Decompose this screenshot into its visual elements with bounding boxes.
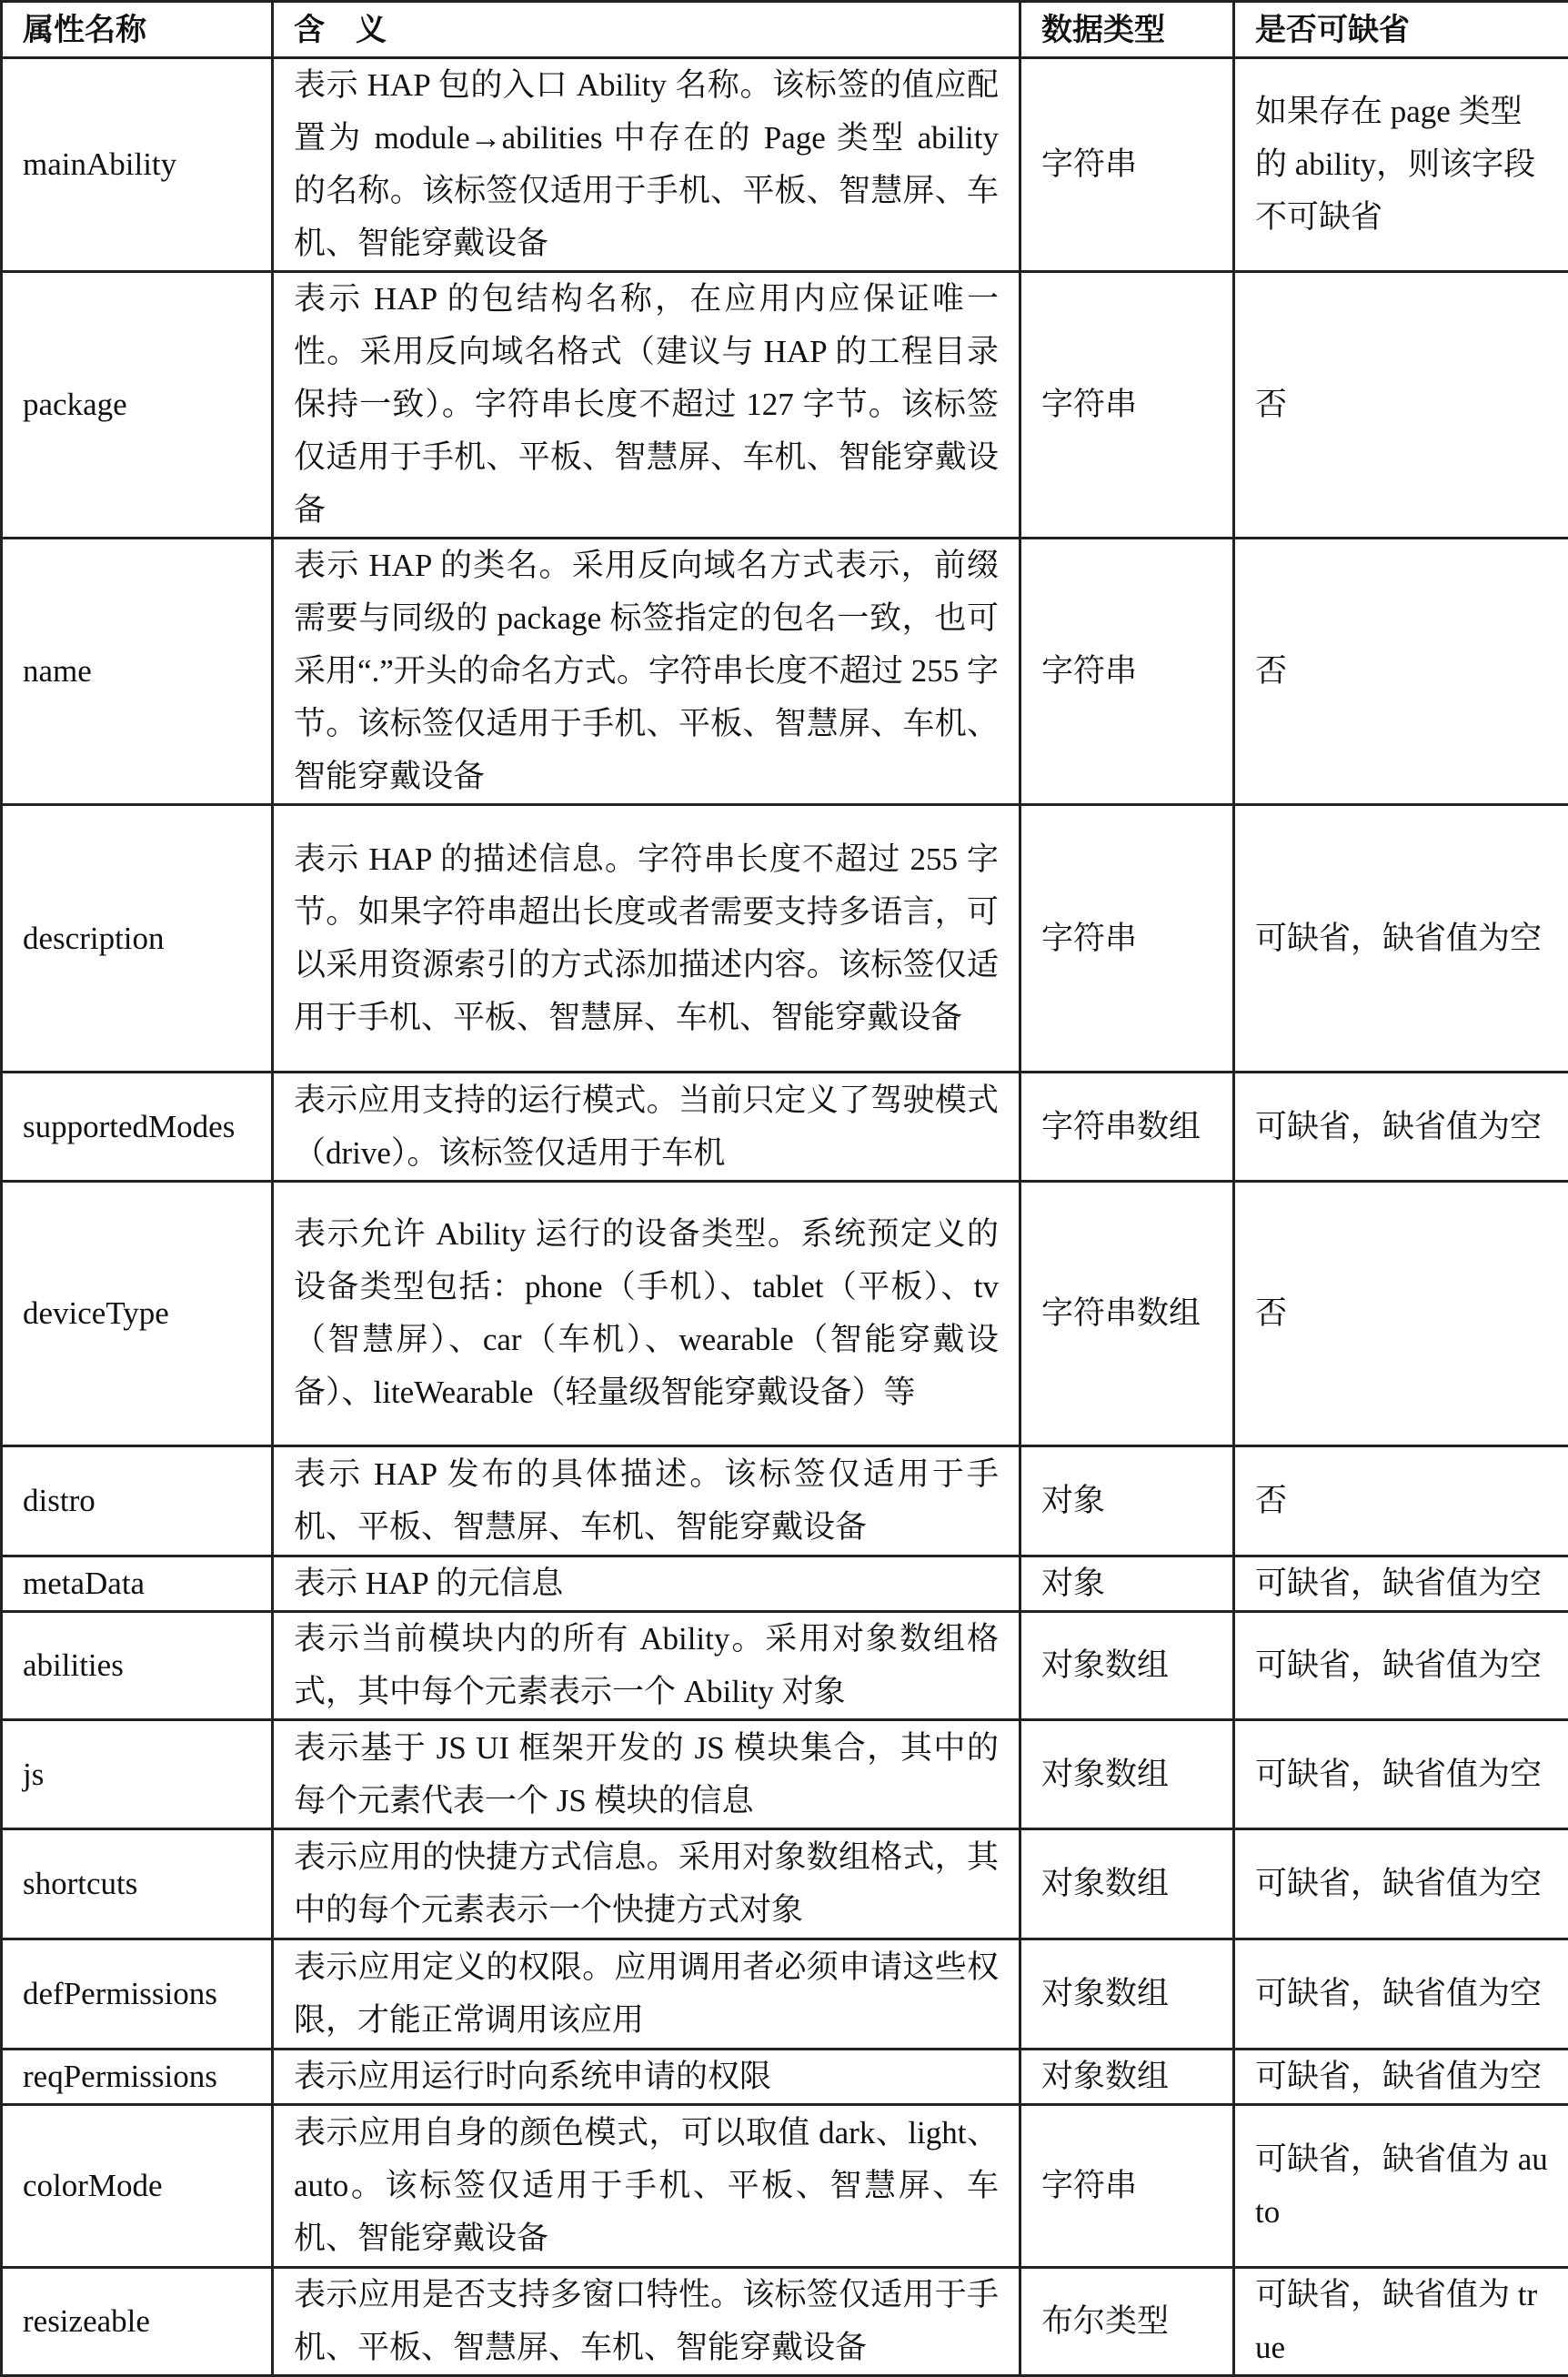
optional-cell: 可缺省，缺省值为空 [1234, 2050, 1568, 2105]
attribute-name-cell: package [2, 272, 273, 539]
table-row [2, 272, 1568, 539]
data-type-cell: 字符串 [1020, 58, 1234, 272]
optional-cell: 可缺省，缺省值为 auto [1234, 2105, 1568, 2268]
table-row [2, 1446, 1568, 1556]
attribute-name-cell: shortcuts [2, 1829, 273, 1939]
table-row [2, 1556, 1568, 1612]
meaning-cell: 表示 HAP 的元信息 [273, 1556, 1020, 1612]
attribute-name-cell: distro [2, 1446, 273, 1556]
table-header-row [2, 2, 1568, 58]
header-optional: 是否可缺省 [1234, 2, 1568, 58]
meaning-cell: 表示 HAP 的包结构名称，在应用内应保证唯一性。采用反向域名格式（建议与 HAP 的工程目录保持一致）。字符串长度不超过 127 字节。该标签仅适用于手机、平板、智慧屏、车机、智能穿戴设备 [273, 272, 1020, 539]
attribute-name-cell: description [2, 805, 273, 1073]
attribute-name-cell: resizeable [2, 2268, 273, 2376]
meaning-cell: 表示 HAP 的类名。采用反向域名方式表示，前缀需要与同级的 package 标签指定的包名一致，也可采用“.”开头的命名方式。字符串长度不超过 255 字节。该标签仅适用于手机、平板、智慧屏、车机、智能穿戴设备 [273, 539, 1020, 805]
attribute-name-cell: js [2, 1720, 273, 1829]
attribute-name-cell: supportedModes [2, 1073, 273, 1182]
data-type-cell: 字符串 [1020, 805, 1234, 1073]
attribute-name-cell: name [2, 539, 273, 805]
header-attribute-name: 属性名称 [2, 2, 273, 58]
data-type-cell: 字符串 [1020, 2105, 1234, 2268]
optional-cell: 否 [1234, 1446, 1568, 1556]
meaning-cell: 表示应用定义的权限。应用调用者必须申请这些权限，才能正常调用该应用 [273, 1939, 1020, 2050]
optional-cell: 可缺省，缺省值为空 [1234, 1829, 1568, 1939]
optional-cell: 可缺省，缺省值为空 [1234, 1073, 1568, 1182]
table-row [2, 1829, 1568, 1939]
meaning-cell: 表示基于 JS UI 框架开发的 JS 模块集合，其中的每个元素代表一个 JS 模块的信息 [273, 1720, 1020, 1829]
table-row [2, 1939, 1568, 2050]
attribute-name-cell: metaData [2, 1556, 273, 1612]
data-type-cell: 字符串 [1020, 272, 1234, 539]
attribute-name-cell: mainAbility [2, 58, 273, 272]
optional-cell: 可缺省，缺省值为空 [1234, 1556, 1568, 1612]
table-body [2, 58, 1568, 2376]
meaning-cell: 表示应用是否支持多窗口特性。该标签仅适用于手机、平板、智慧屏、车机、智能穿戴设备 [273, 2268, 1020, 2376]
meaning-cell: 表示应用自身的颜色模式，可以取值 dark、light、auto。该标签仅适用于手机、平板、智慧屏、车机、智能穿戴设备 [273, 2105, 1020, 2268]
optional-cell: 可缺省，缺省值为空 [1234, 805, 1568, 1073]
data-type-cell: 对象 [1020, 1556, 1234, 1612]
table-row [2, 1182, 1568, 1446]
optional-cell: 否 [1234, 1182, 1568, 1446]
table-row [2, 2268, 1568, 2376]
optional-cell: 否 [1234, 272, 1568, 539]
optional-cell: 可缺省，缺省值为 true [1234, 2268, 1568, 2376]
data-type-cell: 对象数组 [1020, 1829, 1234, 1939]
data-type-cell: 对象数组 [1020, 1720, 1234, 1829]
header-data-type: 数据类型 [1020, 2, 1234, 58]
data-type-cell: 对象 [1020, 1446, 1234, 1556]
attribute-name-cell: abilities [2, 1612, 273, 1720]
meaning-cell: 表示应用运行时向系统申请的权限 [273, 2050, 1020, 2105]
meaning-cell: 表示 HAP 发布的具体描述。该标签仅适用于手机、平板、智慧屏、车机、智能穿戴设备 [273, 1446, 1020, 1556]
table-row [2, 1720, 1568, 1829]
meaning-cell: 表示应用支持的运行模式。当前只定义了驾驶模式（drive）。该标签仅适用于车机 [273, 1073, 1020, 1182]
optional-cell: 可缺省，缺省值为空 [1234, 1720, 1568, 1829]
meaning-cell: 表示 HAP 包的入口 Ability 名称。该标签的值应配置为 module→abilities 中存在的 Page 类型 ability 的名称。该标签仅适用于手机、平板、智慧屏、车机、智能穿戴设备 [273, 58, 1020, 272]
optional-cell: 可缺省，缺省值为空 [1234, 1939, 1568, 2050]
table-row [2, 2105, 1568, 2268]
data-type-cell: 对象数组 [1020, 1612, 1234, 1720]
optional-cell: 否 [1234, 539, 1568, 805]
table-row [2, 805, 1568, 1073]
table-row [2, 539, 1568, 805]
table-row [2, 58, 1568, 272]
optional-cell: 可缺省，缺省值为空 [1234, 1612, 1568, 1720]
data-type-cell: 字符串 [1020, 539, 1234, 805]
table-row [2, 1612, 1568, 1720]
header-meaning: 含 义 [273, 2, 1020, 58]
optional-cell: 如果存在 page 类型的 ability，则该字段不可缺省 [1234, 58, 1568, 272]
attribute-name-cell: colorMode [2, 2105, 273, 2268]
attribute-name-cell: defPermissions [2, 1939, 273, 2050]
attribute-name-cell: deviceType [2, 1182, 273, 1446]
attribute-name-cell: reqPermissions [2, 2050, 273, 2105]
data-type-cell: 布尔类型 [1020, 2268, 1234, 2376]
data-type-cell: 字符串数组 [1020, 1182, 1234, 1446]
table-row [2, 2050, 1568, 2105]
meaning-cell: 表示应用的快捷方式信息。采用对象数组格式，其中的每个元素表示一个快捷方式对象 [273, 1829, 1020, 1939]
meaning-cell: 表示 HAP 的描述信息。字符串长度不超过 255 字节。如果字符串超出长度或者需要支持多语言，可以采用资源索引的方式添加描述内容。该标签仅适用于手机、平板、智慧屏、车机、智能穿戴设备 [273, 805, 1020, 1073]
data-type-cell: 对象数组 [1020, 2050, 1234, 2105]
meaning-cell: 表示允许 Ability 运行的设备类型。系统预定义的设备类型包括：phone（手机）、tablet（平板）、tv（智慧屏）、car（车机）、wearable（智能穿戴设备）、liteWearable（轻量级智能穿戴设备）等 [273, 1182, 1020, 1446]
data-type-cell: 对象数组 [1020, 1939, 1234, 2050]
table-row [2, 1073, 1568, 1182]
data-type-cell: 字符串数组 [1020, 1073, 1234, 1182]
meaning-cell: 表示当前模块内的所有 Ability。采用对象数组格式，其中每个元素表示一个 Ability 对象 [273, 1612, 1020, 1720]
